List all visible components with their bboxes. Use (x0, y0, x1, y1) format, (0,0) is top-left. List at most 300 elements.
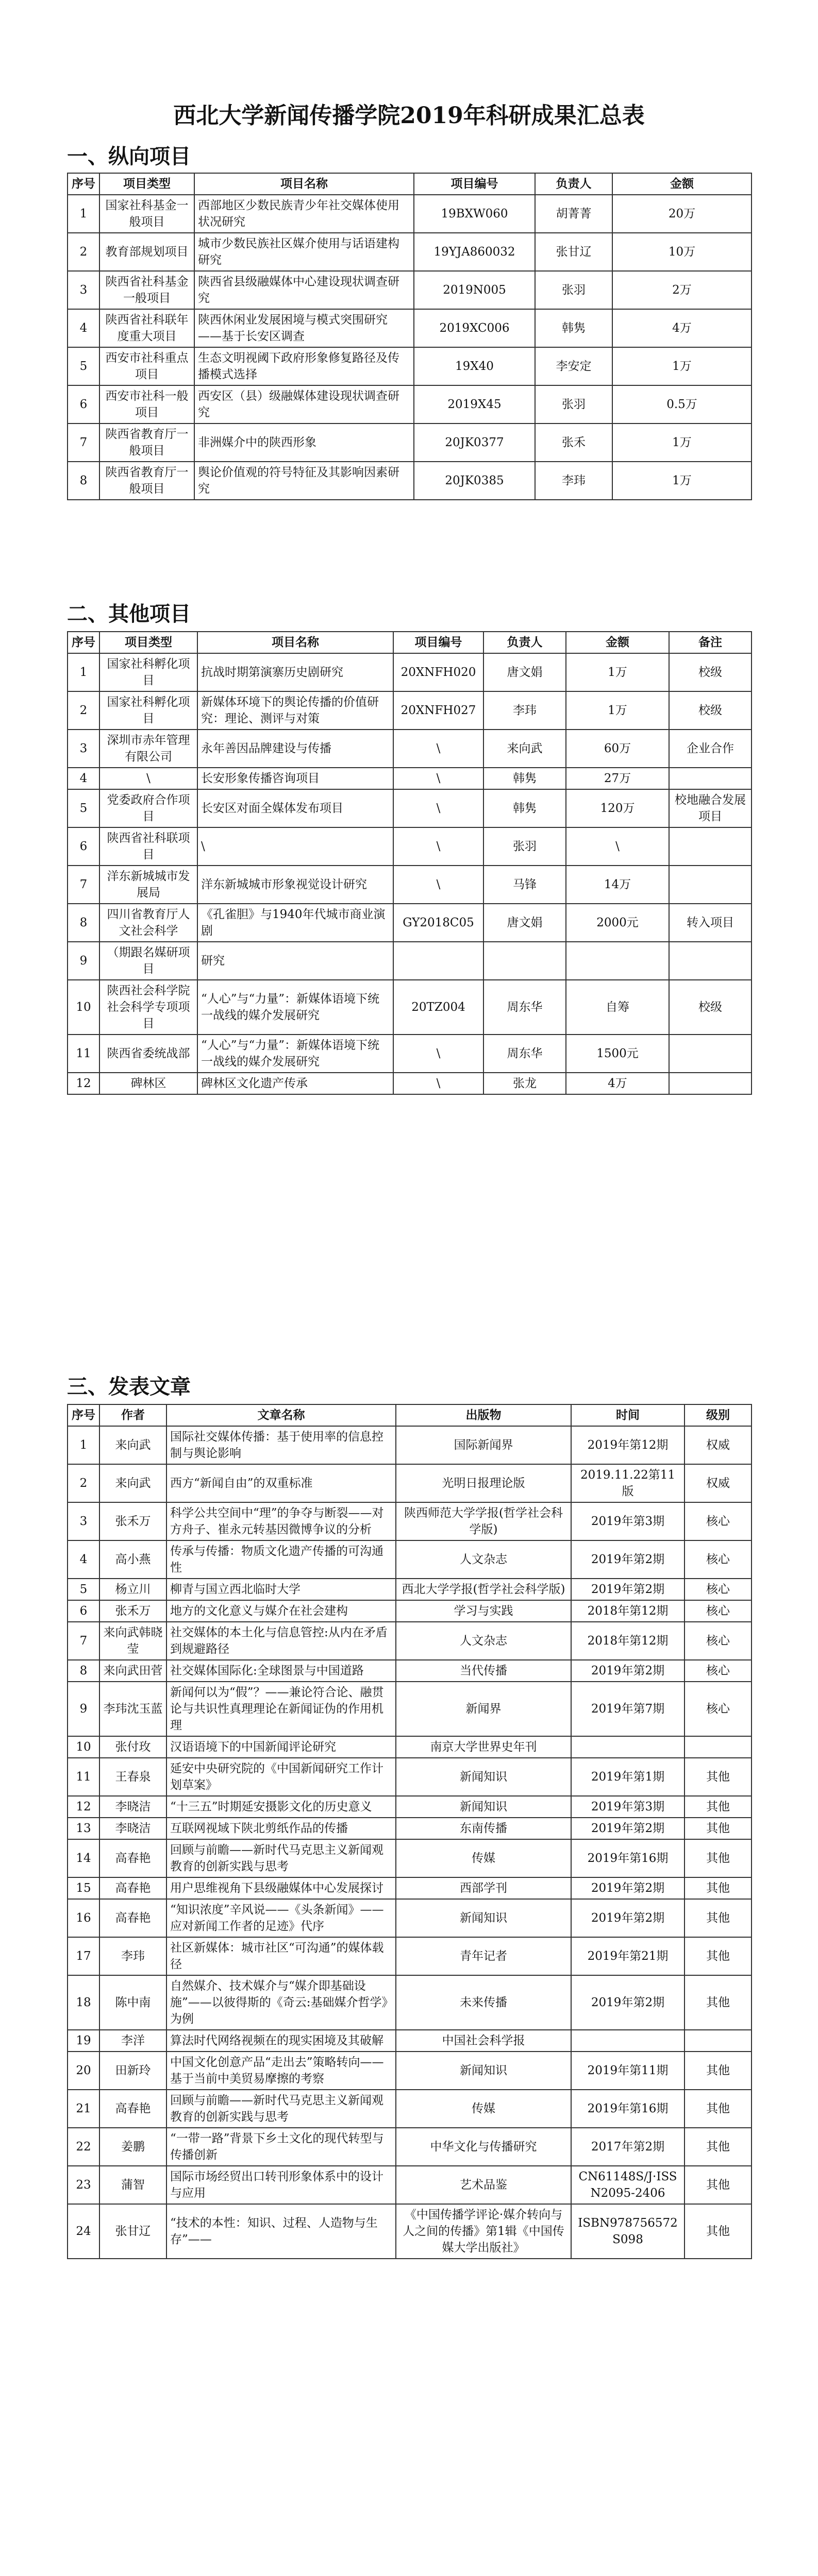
table-row (68, 385, 752, 423)
table-row (68, 1464, 752, 1502)
table-cell: 2018年第12期 (571, 1600, 685, 1622)
table-cell: 南京大学世界史年刊 (396, 1736, 571, 1758)
column-header: 备注 (669, 632, 752, 653)
column-header: 金额 (612, 173, 752, 195)
table-cell: 14万 (566, 866, 669, 904)
table-cell: 传承与传播：物质文化遗产传播的可沟通性 (166, 1540, 396, 1579)
table-cell: 李玮沈玉蓝 (99, 1682, 166, 1736)
table-cell: 新媒体环境下的舆论传播的价值研究：理论、测评与对策 (197, 691, 393, 730)
table-row (68, 653, 752, 691)
table-cell: \ (393, 866, 483, 904)
table-cell: 0.5万 (612, 385, 752, 423)
table-cell: 2019年第16期 (571, 1839, 685, 1877)
table-cell: 5 (68, 1579, 99, 1600)
table-cell: 其他 (685, 1975, 752, 2030)
table-cell (393, 942, 483, 980)
table-cell: “人心”与“力量”：新媒体语境下统一战线的媒介发展研究 (197, 980, 393, 1035)
table-cell: 12 (68, 1073, 99, 1094)
table-cell: 高春艳 (99, 2090, 166, 2128)
table-cell: 韩隽 (483, 789, 566, 827)
table-cell: 蒲智 (99, 2166, 166, 2204)
table-cell: 王春泉 (99, 1758, 166, 1796)
table-cell: 转入项目 (669, 904, 752, 942)
table-cell: 李玮 (483, 691, 566, 730)
table-cell: 核心 (685, 1660, 752, 1682)
table-row (68, 1937, 752, 1975)
table-cell: 20万 (612, 195, 752, 233)
table-cell: 7 (68, 866, 99, 904)
table-cell: 中国社会科学报 (396, 2030, 571, 2052)
table-cell: 2019年第2期 (571, 1877, 685, 1899)
table-cell: 张禾万 (99, 1600, 166, 1622)
table-cell: 其他 (685, 1937, 752, 1975)
table-cell: 1500元 (566, 1035, 669, 1073)
table-cell: 19YJA860032 (414, 233, 535, 271)
table-row (68, 1426, 752, 1464)
table-cell: 陕西省社科联项目 (99, 827, 197, 866)
table-row (68, 1736, 752, 1758)
column-header: 出版物 (396, 1404, 571, 1426)
table-cell: 其他 (685, 2166, 752, 2204)
table-cell: 陕西社会科学院社会科学专项项目 (99, 980, 197, 1035)
column-header: 负责人 (483, 632, 566, 653)
table-cell: 1万 (612, 462, 752, 500)
table-row (68, 1600, 752, 1622)
table-cell: 韩隽 (483, 768, 566, 789)
table-cell: 张甘辽 (535, 233, 612, 271)
table-cell: 21 (68, 2090, 99, 2128)
table-cell: 核心 (685, 1579, 752, 1600)
table-row (68, 1540, 752, 1579)
table-cell: 唐文娟 (483, 904, 566, 942)
table-cell: 东南传播 (396, 1818, 571, 1839)
table-cell: 校级 (669, 980, 752, 1035)
table-row (68, 1622, 752, 1660)
table-cell: 李洋 (99, 2030, 166, 2052)
table-row (68, 2166, 752, 2204)
table-cell: \ (566, 827, 669, 866)
table-cell: 权威 (685, 1464, 752, 1502)
table-row (68, 866, 752, 904)
table-row (68, 2128, 752, 2166)
table-cell: 学习与实践 (396, 1600, 571, 1622)
table-cell: 校地融合发展项目 (669, 789, 752, 827)
table-cell: 2017年第2期 (571, 2128, 685, 2166)
table-cell: 核心 (685, 1600, 752, 1622)
table-cell: 田新玲 (99, 2052, 166, 2090)
column-header: 项目名称 (194, 173, 414, 195)
table-cell: 3 (68, 730, 99, 768)
table-cell: 27万 (566, 768, 669, 789)
section-heading-vertical-projects: 一、纵向项目 (67, 144, 191, 168)
column-header: 序号 (68, 173, 99, 195)
table-cell: \ (393, 827, 483, 866)
table-cell: 胡菁菁 (535, 195, 612, 233)
table-cell: 1万 (566, 691, 669, 730)
table-cell: 抗战时期第演寨历史剧研究 (197, 653, 393, 691)
table-row (68, 1073, 752, 1094)
table-cell: 党委政府合作项目 (99, 789, 197, 827)
table-cell: 其他 (685, 1839, 752, 1877)
table-cell: 陕西省社科基金一般项目 (99, 271, 194, 309)
table-cell: 其他 (685, 1818, 752, 1839)
table-row (68, 904, 752, 942)
table-cell: 来向武韩晓莹 (99, 1622, 166, 1660)
table-cell: 1万 (612, 423, 752, 462)
table-row (68, 195, 752, 233)
table-cell: 6 (68, 385, 99, 423)
table-cell: 2019年第11期 (571, 2052, 685, 2090)
table-cell: 12 (68, 1796, 99, 1818)
table-cell: 2 (68, 233, 99, 271)
table-cell: 陕西省教育厅一般项目 (99, 423, 194, 462)
table-cell (685, 1736, 752, 1758)
table-cell: 陕西师范大学学报(哲学社会科学版) (396, 1502, 571, 1540)
table-row (68, 2090, 752, 2128)
table-cell: 碑林区 (99, 1073, 197, 1094)
table-header-row (68, 173, 752, 195)
table-cell: 李晓洁 (99, 1796, 166, 1818)
table-cell: 《中国传播学评论·媒介转向与人之间的传播》第1辑《中国传媒大学出版社》 (396, 2204, 571, 2259)
table-cell: 8 (68, 904, 99, 942)
table-cell: 20 (68, 2052, 99, 2090)
table-cell: 校级 (669, 691, 752, 730)
table-cell: 其他 (685, 1758, 752, 1796)
table-cell: 核心 (685, 1502, 752, 1540)
table-other-projects (67, 631, 752, 1095)
table-cell: 来向武 (483, 730, 566, 768)
table-cell: 2019年第2期 (571, 1660, 685, 1682)
table-row (68, 1818, 752, 1839)
table-cell: 回顾与前瞻——新时代马克思主义新闻观教育的创新实践与思考 (166, 1839, 396, 1877)
table-cell: 张羽 (483, 827, 566, 866)
table-cell: 4 (68, 309, 99, 347)
table-cell: 陕西省委统战部 (99, 1035, 197, 1073)
table-row (68, 2052, 752, 2090)
table-cell: 9 (68, 1682, 99, 1736)
table-cell: 高春艳 (99, 1899, 166, 1937)
table-row (68, 2030, 752, 2052)
table-cell: 4 (68, 1540, 99, 1579)
table-cell: 2018年第12期 (571, 1622, 685, 1660)
table-cell: 光明日报理论版 (396, 1464, 571, 1502)
table-row (68, 1975, 752, 2030)
table-cell: 生态文明视阈下政府形象修复路径及传播模式选择 (194, 347, 414, 385)
table-cell: 国际市场经贸出口转刊形象体系中的设计与应用 (166, 2166, 396, 2204)
table-cell: 新闻知识 (396, 1796, 571, 1818)
table-cell: 14 (68, 1839, 99, 1877)
table-cell: 城市少数民族社区媒介使用与话语建构研究 (194, 233, 414, 271)
table-cell: 陕西休闲业发展困境与模式突围研究——基于长安区调查 (194, 309, 414, 347)
table-cell: 2019年第2期 (571, 1818, 685, 1839)
table-cell: 2019N005 (414, 271, 535, 309)
table-cell (685, 2030, 752, 2052)
table-cell: 2019年第2期 (571, 1540, 685, 1579)
table-cell: 张禾 (535, 423, 612, 462)
table-cell: 西部学刊 (396, 1877, 571, 1899)
column-header: 项目名称 (197, 632, 393, 653)
table-cell: 2019年第2期 (571, 1975, 685, 2030)
table-cell: 2019年第2期 (571, 1899, 685, 1937)
table-row (68, 1899, 752, 1937)
table-row (68, 1758, 752, 1796)
table-cell: 新闻何以为“假”？——兼论符合论、融贯论与共识性真理理论在新闻证伪的作用机理 (166, 1682, 396, 1736)
table-cell: 国家社科孵化项目 (99, 653, 197, 691)
table-cell: \ (393, 789, 483, 827)
table-cell: 15 (68, 1877, 99, 1899)
table-row (68, 827, 752, 866)
table-cell: 国家社科孵化项目 (99, 691, 197, 730)
table-cell: 11 (68, 1035, 99, 1073)
table-cell: 22 (68, 2128, 99, 2166)
column-header: 文章名称 (166, 1404, 396, 1426)
table-cell: 17 (68, 1937, 99, 1975)
table-cell: 7 (68, 423, 99, 462)
table-cell: 4 (68, 768, 99, 789)
table-cell: 科学公共空间中“理”的争夺与断裂——对方舟子、崔永元转基因微博争议的分析 (166, 1502, 396, 1540)
table-cell (571, 2030, 685, 2052)
table-cell: 洋东新城城市发展局 (99, 866, 197, 904)
table-cell: 中华文化与传播研究 (396, 2128, 571, 2166)
table-cell: 中国文化创意产品“走出去”策略转向——基于当前中美贸易摩擦的考察 (166, 2052, 396, 2090)
page-title: 西北大学新闻传播学院2019年科研成果汇总表 (173, 103, 645, 129)
table-cell: 19 (68, 2030, 99, 2052)
table-cell: 研究 (197, 942, 393, 980)
table-cell: 其他 (685, 1796, 752, 1818)
table-row (68, 423, 752, 462)
table-cell: 张羽 (535, 271, 612, 309)
table-cell: 3 (68, 271, 99, 309)
table-cell: 算法时代网络视频在的现实困境及其破解 (166, 2030, 396, 2052)
table-cell: \ (393, 730, 483, 768)
table-cell: 1 (68, 653, 99, 691)
table-cell: 来向武田菅 (99, 1660, 166, 1682)
table-cell: 李晓洁 (99, 1818, 166, 1839)
table-cell: 杨立川 (99, 1579, 166, 1600)
table-cell: 2019年第3期 (571, 1796, 685, 1818)
table-row (68, 980, 752, 1035)
table-cell: 姜鹏 (99, 2128, 166, 2166)
table-cell: 陕西省县级融媒体中心建设现状调查研究 (194, 271, 414, 309)
table-cell: 2 (68, 691, 99, 730)
table-cell: 5 (68, 347, 99, 385)
table-cell: 唐文娟 (483, 653, 566, 691)
table-cell: 传媒 (396, 2090, 571, 2128)
table-cell: 西安市社科重点项目 (99, 347, 194, 385)
table-row (68, 347, 752, 385)
table-cell: 权威 (685, 1426, 752, 1464)
table-cell: 洋东新城城市形象视觉设计研究 (197, 866, 393, 904)
table-cell: 长安区对面全媒体发布项目 (197, 789, 393, 827)
table-cell: 新闻知识 (396, 1899, 571, 1937)
table-cell: 非洲媒介中的陕西形象 (194, 423, 414, 462)
table-cell: 延安中央研究院的《中国新闻研究工作计划草案》 (166, 1758, 396, 1796)
table-cell: 20XNFH027 (393, 691, 483, 730)
table-cell: 用户思维视角下县级融媒体中心发展探讨 (166, 1877, 396, 1899)
table-cell: 2万 (612, 271, 752, 309)
table-cell: 高小燕 (99, 1540, 166, 1579)
table-cell (669, 1073, 752, 1094)
table-cell: 3 (68, 1502, 99, 1540)
table-cell: 国家社科基金一般项目 (99, 195, 194, 233)
table-cell: 地方的文化意义与媒介在社会建构 (166, 1600, 396, 1622)
table-cell: 2019年第1期 (571, 1758, 685, 1796)
table-cell: 长安形象传播咨询项目 (197, 768, 393, 789)
table-cell: 6 (68, 1600, 99, 1622)
table-cell: 60万 (566, 730, 669, 768)
table-cell: 社交媒体的本土化与信息管控:从内在矛盾到规避路径 (166, 1622, 396, 1660)
table-cell: 8 (68, 1660, 99, 1682)
table-cell: 周东华 (483, 1035, 566, 1073)
table-cell: 9 (68, 942, 99, 980)
table-cell: 核心 (685, 1540, 752, 1579)
table-cell: 其他 (685, 2204, 752, 2259)
table-cell: 周东华 (483, 980, 566, 1035)
table-cell: 7 (68, 1622, 99, 1660)
table-cell: 20JK0377 (414, 423, 535, 462)
table-row (68, 768, 752, 789)
column-header: 项目编号 (414, 173, 535, 195)
table-cell: 4万 (566, 1073, 669, 1094)
table-cell: 陕西省社科联年度重大项目 (99, 309, 194, 347)
table-cell: 张付玫 (99, 1736, 166, 1758)
table-cell: 李玮 (99, 1937, 166, 1975)
table-cell: \ (197, 827, 393, 866)
table-cell: 张甘辽 (99, 2204, 166, 2259)
table-cell: 2019XC006 (414, 309, 535, 347)
table-cell: “技术的本性：知识、过程、人造物与生存”—— (166, 2204, 396, 2259)
table-vertical-projects (67, 173, 752, 500)
table-cell (571, 1736, 685, 1758)
table-cell: 11 (68, 1758, 99, 1796)
table-cell: 2019年第7期 (571, 1682, 685, 1736)
table-cell: 高春艳 (99, 1839, 166, 1877)
table-cell: 碑林区文化遗产传承 (197, 1073, 393, 1094)
table-row (68, 2204, 752, 2259)
column-header: 项目编号 (393, 632, 483, 653)
table-cell: \ (393, 1073, 483, 1094)
table-row (68, 462, 752, 500)
column-header: 项目类型 (99, 173, 194, 195)
table-cell: 青年记者 (396, 1937, 571, 1975)
table-cell: 23 (68, 2166, 99, 2204)
table-cell: 其他 (685, 1899, 752, 1937)
table-cell: 人文杂志 (396, 1540, 571, 1579)
table-cell: 《孔雀胆》与1940年代城市商业演剧 (197, 904, 393, 942)
table-cell: 1万 (612, 347, 752, 385)
table-cell: 2019.11.22第11版 (571, 1464, 685, 1502)
table-cell (669, 827, 752, 866)
table-cell: 自然媒介、技术媒介与“媒介即基础设施”——以彼得斯的《奇云:基础媒介哲学》为例 (166, 1975, 396, 2030)
table-cell: 2000元 (566, 904, 669, 942)
table-cell: \ (393, 768, 483, 789)
table-cell: ISBN978756572S098 (571, 2204, 685, 2259)
table-cell: 6 (68, 827, 99, 866)
table-row (68, 1035, 752, 1073)
table-cell: 10万 (612, 233, 752, 271)
table-cell: GY2018C05 (393, 904, 483, 942)
table-cell: 新闻界 (396, 1682, 571, 1736)
table-cell: 5 (68, 789, 99, 827)
table-cell: 4万 (612, 309, 752, 347)
table-cell: 永年善因品牌建设与传播 (197, 730, 393, 768)
section-heading-articles: 三、发表文章 (67, 1375, 191, 1399)
table-cell: （期跟名媒研项目 (99, 942, 197, 980)
table-cell: 李安定 (535, 347, 612, 385)
table-cell: 未来传播 (396, 1975, 571, 2030)
table-cell: 1万 (566, 653, 669, 691)
table-cell: 其他 (685, 2128, 752, 2166)
column-header: 时间 (571, 1404, 685, 1426)
table-cell: 教育部规划项目 (99, 233, 194, 271)
table-cell: 20TZ004 (393, 980, 483, 1035)
table-cell (669, 942, 752, 980)
table-cell: 陕西省教育厅一般项目 (99, 462, 194, 500)
table-cell: 西部地区少数民族青少年社交媒体使用状况研究 (194, 195, 414, 233)
table-cell: 1 (68, 195, 99, 233)
table-cell: 19BXW060 (414, 195, 535, 233)
table-cell: 8 (68, 462, 99, 500)
table-cell: 120万 (566, 789, 669, 827)
table-cell: 传媒 (396, 1839, 571, 1877)
table-cell: 其他 (685, 2090, 752, 2128)
table-row (68, 1660, 752, 1682)
table-row (68, 1579, 752, 1600)
table-cell (669, 768, 752, 789)
table-cell (566, 942, 669, 980)
table-cell: 来向武 (99, 1464, 166, 1502)
table-cell: 高春艳 (99, 1877, 166, 1899)
column-header: 负责人 (535, 173, 612, 195)
table-cell: 李玮 (535, 462, 612, 500)
table-cell: CN61148S/J·ISSN2095-2406 (571, 2166, 685, 2204)
table-row (68, 691, 752, 730)
table-row (68, 1839, 752, 1877)
table-row (68, 233, 752, 271)
table-cell: 2019年第2期 (571, 1579, 685, 1600)
table-cell (483, 942, 566, 980)
table-cell: “十三五”时期延安摄影文化的历史意义 (166, 1796, 396, 1818)
table-row (68, 1877, 752, 1899)
table-cell: 20XNFH020 (393, 653, 483, 691)
table-cell: 10 (68, 1736, 99, 1758)
table-cell: 陈中南 (99, 1975, 166, 2030)
table-cell: 西北大学学报(哲学社会科学版) (396, 1579, 571, 1600)
table-cell: 16 (68, 1899, 99, 1937)
table-cell: 2019X45 (414, 385, 535, 423)
table-cell: 四川省教育厅人文社会科学 (99, 904, 197, 942)
table-cell: 2019年第16期 (571, 2090, 685, 2128)
table-cell: “一带一路”背景下乡土文化的现代转型与传播创新 (166, 2128, 396, 2166)
table-cell: 核心 (685, 1682, 752, 1736)
table-cell: \ (99, 768, 197, 789)
table-cell: 国际新闻界 (396, 1426, 571, 1464)
table-cell: 回顾与前瞻——新时代马克思主义新闻观教育的创新实践与思考 (166, 2090, 396, 2128)
table-cell: 柳青与国立西北临时大学 (166, 1579, 396, 1600)
table-cell: 张龙 (483, 1073, 566, 1094)
table-cell: “人心”与“力量”：新媒体语境下统一战线的媒介发展研究 (197, 1035, 393, 1073)
table-cell: 舆论价值观的符号特征及其影响因素研究 (194, 462, 414, 500)
table-row (68, 1796, 752, 1818)
table-cell: 新闻知识 (396, 1758, 571, 1796)
column-header: 序号 (68, 632, 99, 653)
table-cell: 20JK0385 (414, 462, 535, 500)
table-cell: 互联网视域下陕北剪纸作品的传播 (166, 1818, 396, 1839)
table-row (68, 789, 752, 827)
table-cell: 国际社交媒体传播：基于使用率的信息控制与舆论影响 (166, 1426, 396, 1464)
table-row (68, 1502, 752, 1540)
table-cell: 当代传播 (396, 1660, 571, 1682)
